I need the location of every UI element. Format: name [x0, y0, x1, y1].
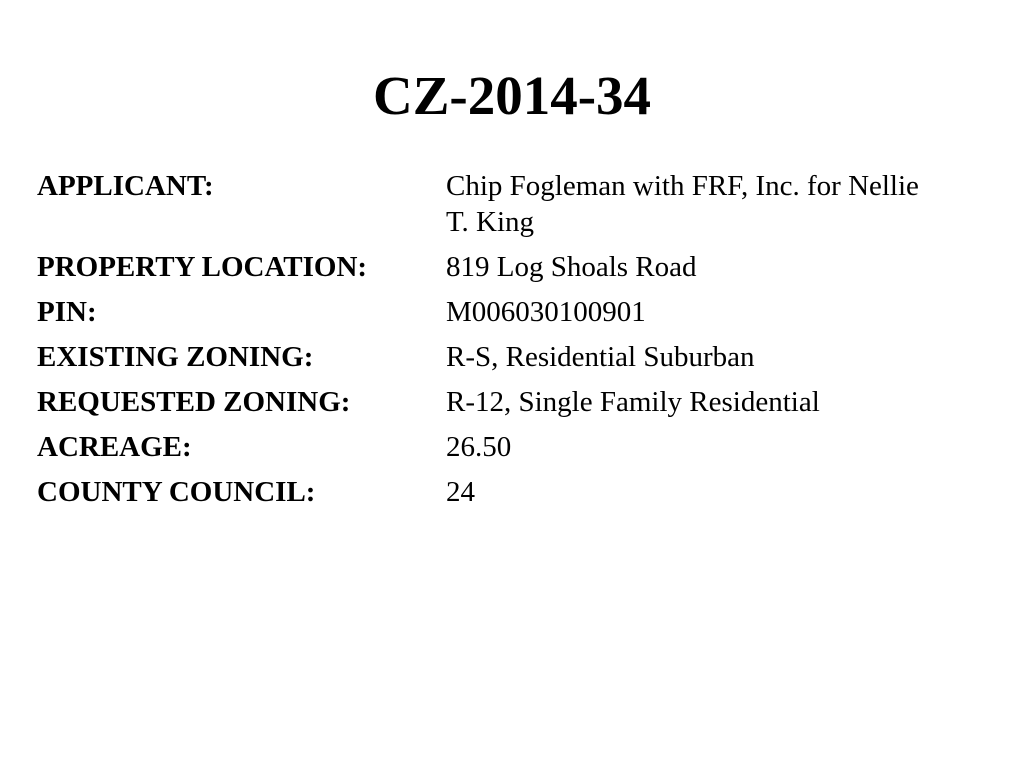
- info-row-county-council: [37, 474, 937, 510]
- requested-zoning-value: R-12, Single Family Residential: [446, 386, 820, 418]
- property-location-value: 819 Log Shoals Road: [446, 251, 697, 283]
- existing-zoning-label: EXISTING ZONING:: [37, 341, 314, 373]
- info-row-requested-zoning: [37, 384, 937, 420]
- acreage-label: ACREAGE:: [37, 431, 192, 463]
- existing-zoning-value: R-S, Residential Suburban: [446, 341, 755, 373]
- county-council-value: 24: [446, 476, 475, 508]
- county-council-label: COUNTY COUNCIL:: [37, 476, 316, 508]
- case-info-table: [37, 168, 937, 519]
- info-row-existing-zoning: [37, 339, 937, 375]
- info-row-acreage: [37, 429, 937, 465]
- applicant-value: Chip Fogleman with FRF, Inc. for Nellie T. King: [446, 170, 919, 238]
- acreage-value: 26.50: [446, 431, 512, 463]
- info-row-pin: [37, 294, 937, 330]
- requested-zoning-label: REQUESTED ZONING:: [37, 386, 351, 418]
- info-row-applicant: [37, 168, 937, 240]
- property-location-label: PROPERTY LOCATION:: [37, 251, 368, 283]
- applicant-label: APPLICANT:: [37, 170, 214, 202]
- info-row-property-location: [37, 249, 937, 285]
- pin-value: M006030100901: [446, 296, 646, 328]
- page-title: CZ-2014-34: [372, 65, 652, 126]
- pin-label: PIN:: [37, 296, 97, 328]
